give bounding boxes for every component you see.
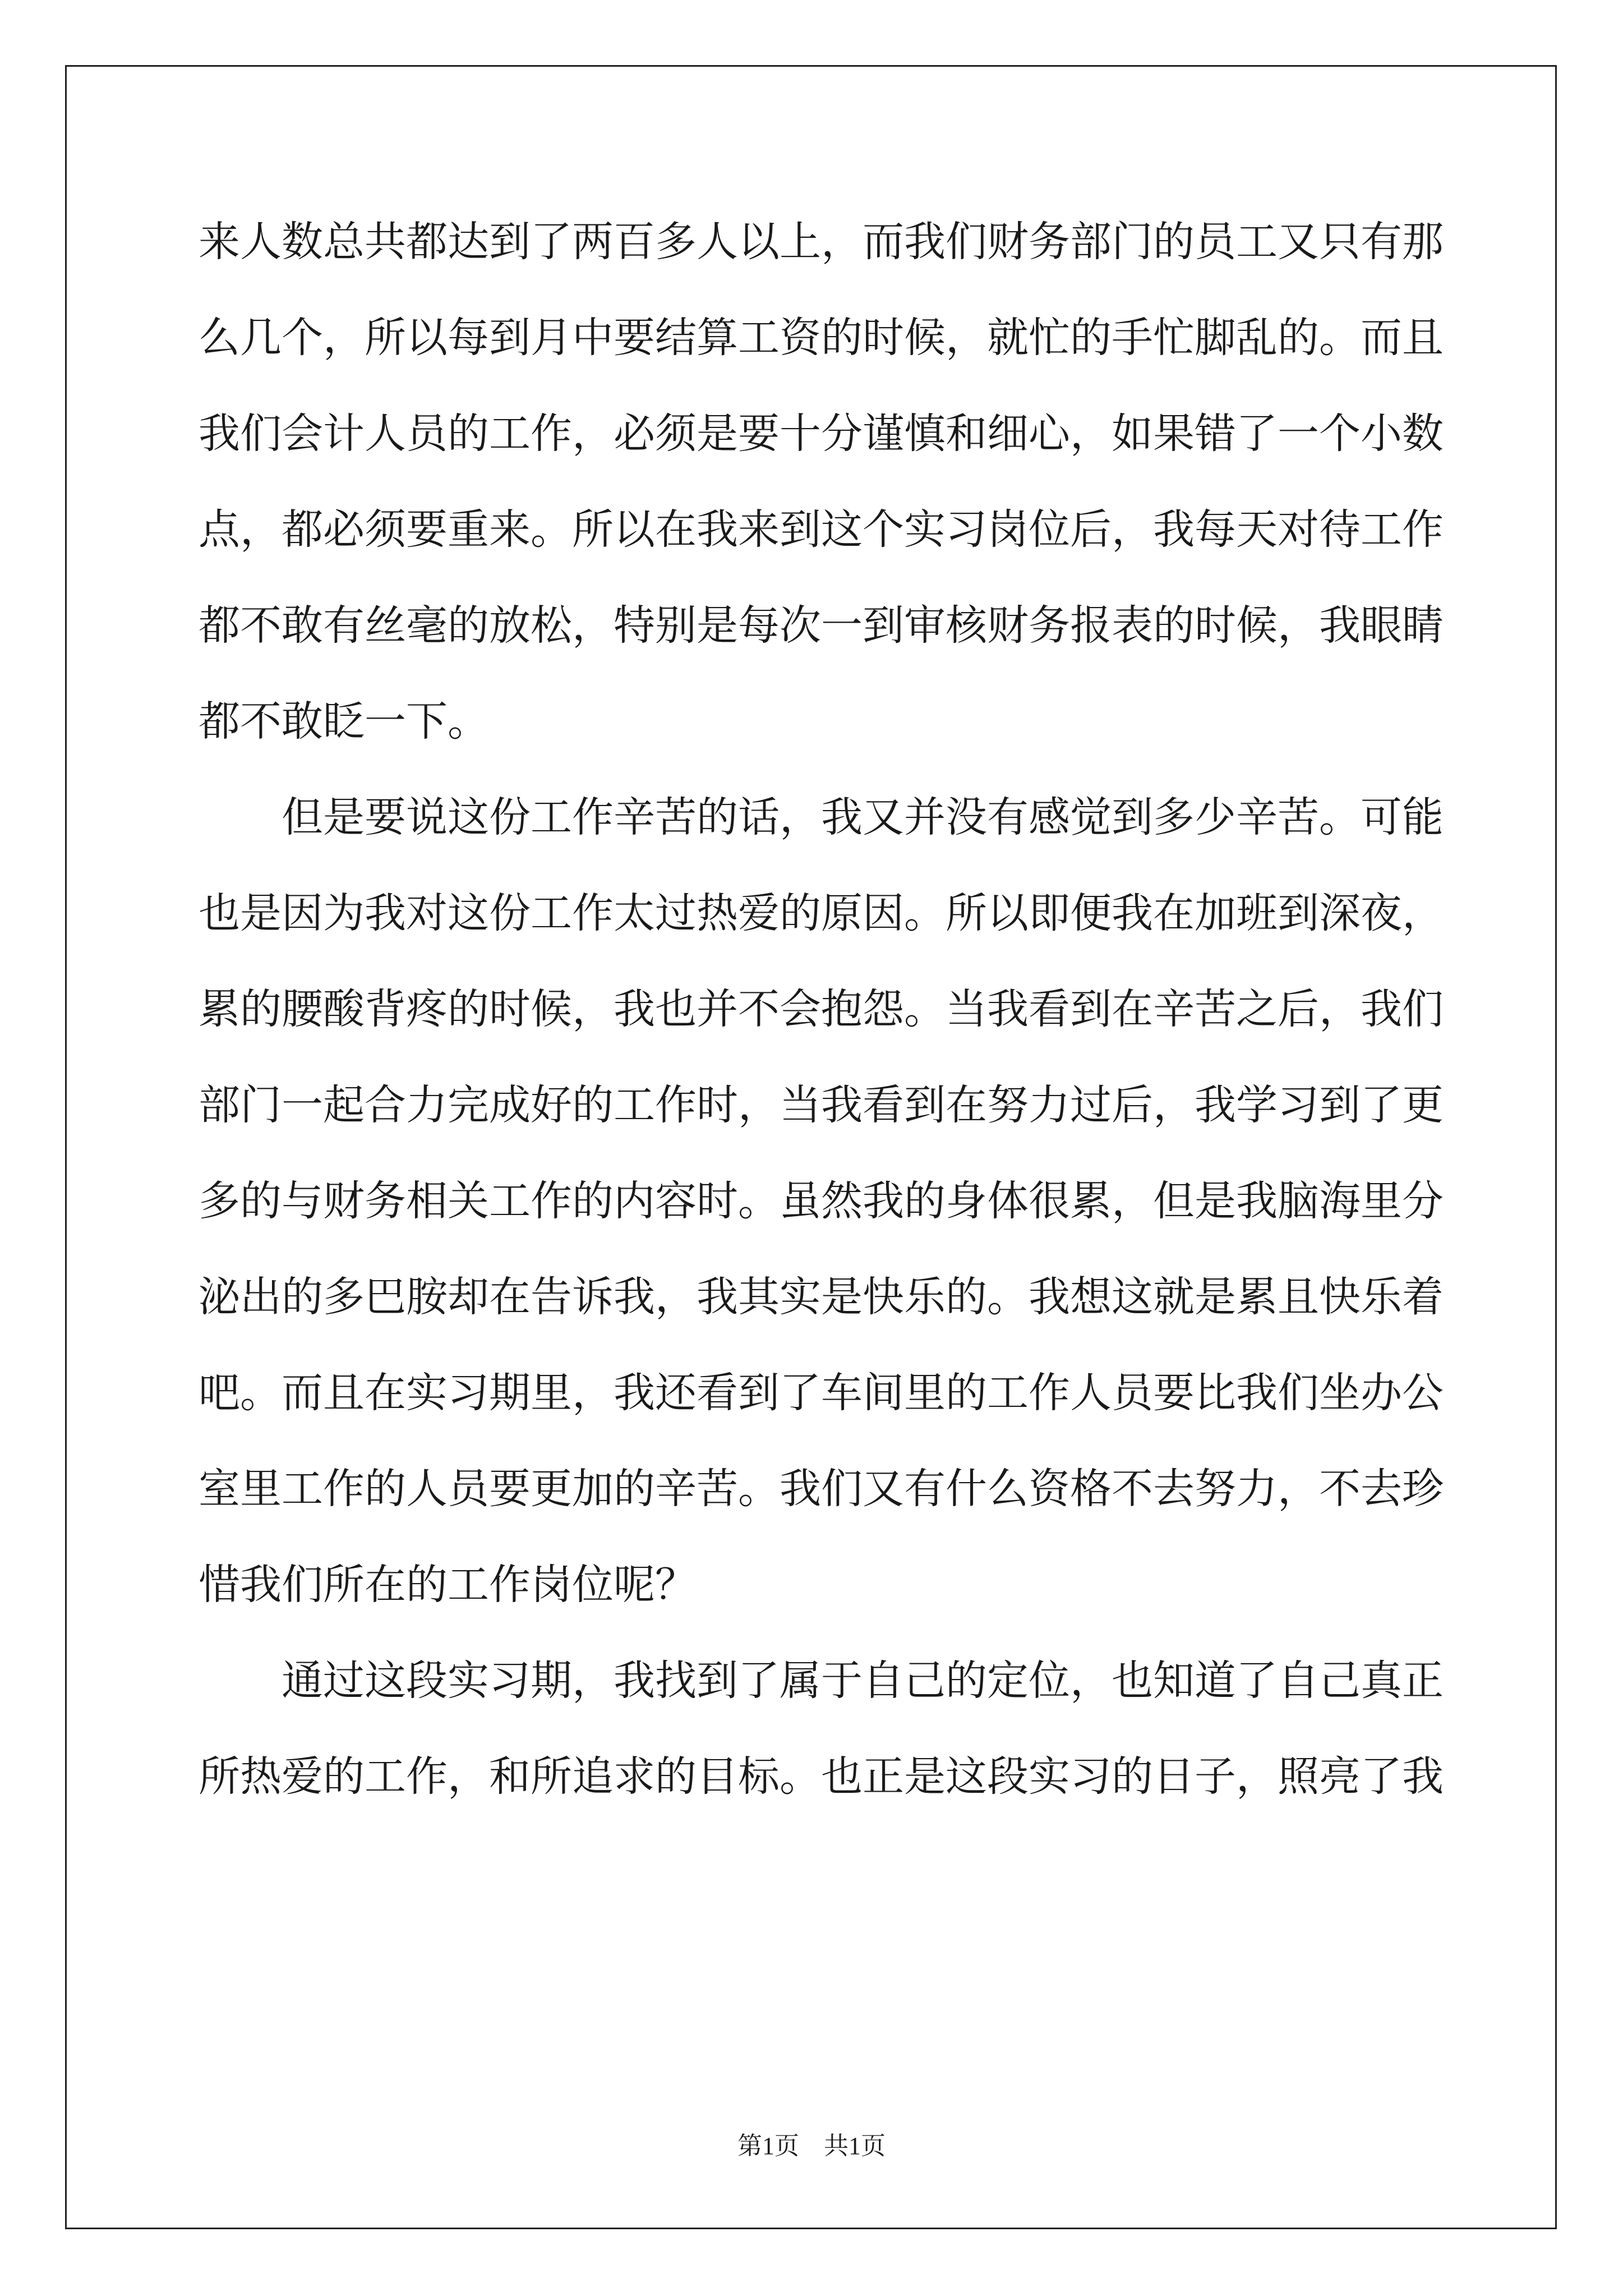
text-line: 部门一起合力完成好的工作时，当我看到在努力过后，我学习到了更 xyxy=(199,1081,1444,1129)
text-line: 但是要说这份工作辛苦的话，我又并没有感觉到多少辛苦。可能 xyxy=(282,793,1444,841)
text-line: 惜我们所在的工作岗位呢？ xyxy=(199,1561,697,1609)
document-body xyxy=(199,194,1444,1825)
text-line: 室里工作的人员要更加的辛苦。我们又有什么资格不去努力，不去珍 xyxy=(199,1465,1444,1513)
paragraph-3 xyxy=(199,1633,1444,1825)
page-number-total: 共1页 xyxy=(824,2132,886,2160)
text-line: 多的与财务相关工作的内容时。虽然我的身体很累，但是我脑海里分 xyxy=(199,1177,1444,1225)
text-line: 我们会计人员的工作，必须是要十分谨慎和细心，如果错了一个小数 xyxy=(199,409,1444,458)
text-line: 都不敢有丝毫的放松，特别是每次一到审核财务报表的时候，我眼睛 xyxy=(199,601,1444,650)
text-line: 累的腰酸背疼的时候，我也并不会抱怨。当我看到在辛苦之后，我们 xyxy=(199,985,1444,1033)
text-line: 点，都必须要重来。所以在我来到这个实习岗位后，我每天对待工作 xyxy=(199,505,1444,554)
paragraph-1 xyxy=(199,194,1444,770)
text-line: 么几个，所以每到月中要结算工资的时候，就忙的手忙脚乱的。而且 xyxy=(199,314,1444,362)
paragraph-2 xyxy=(199,770,1444,1633)
text-line: 都不敢眨一下。 xyxy=(199,697,489,746)
text-line: 所热爱的工作，和所追求的目标。也正是这段实习的日子，照亮了我 xyxy=(199,1752,1444,1801)
page-number-current: 第1页 xyxy=(737,2132,799,2160)
text-line: 泌出的多巴胺却在告诉我，我其实是快乐的。我想这就是累且快乐着 xyxy=(199,1273,1444,1321)
text-line: 也是因为我对这份工作太过热爱的原因。所以即便我在加班到深夜， xyxy=(199,889,1444,937)
page-footer xyxy=(0,2129,1623,2163)
text-line: 吧。而且在实习期里，我还看到了车间里的工作人员要比我们坐办公 xyxy=(199,1369,1444,1417)
text-line: 通过这段实习期，我找到了属于自己的定位，也知道了自己真正 xyxy=(282,1657,1444,1705)
text-line: 来人数总共都达到了两百多人以上，而我们财务部门的员工又只有那 xyxy=(199,218,1444,266)
